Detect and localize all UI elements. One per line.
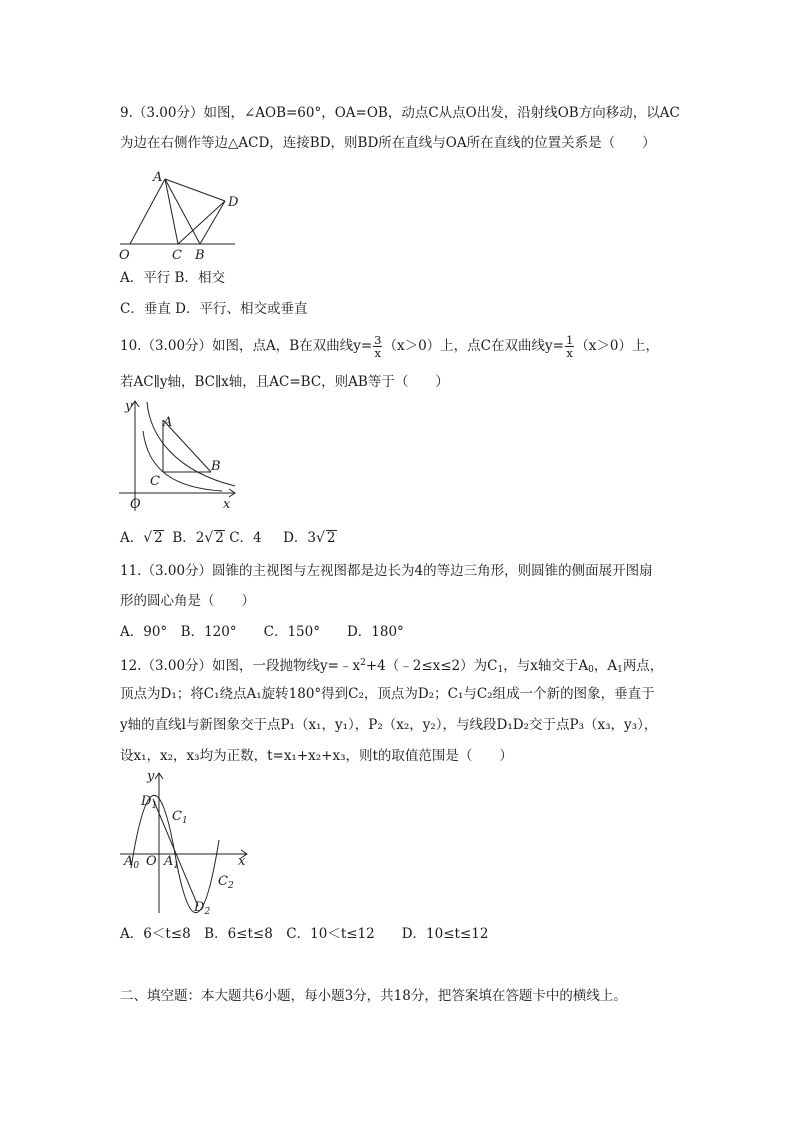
q9-label-a: A	[153, 170, 163, 185]
q11-stem-line1: 11.（3.00分）圆锥的主视图与左视图都是边长为4的等边三角形，则圆锥的侧面展开图扇	[120, 563, 653, 579]
q9-label-d: D	[228, 195, 239, 210]
q12-stem-pre: 12.（3.00分）如图，一段抛物线y=﹣x	[120, 658, 361, 674]
q9-label-o: O	[119, 248, 130, 263]
q9-label-b: B	[195, 248, 205, 263]
q12-stem-line2: 顶点为D₁；将C₁绕点A₁旋转180°得到C₂，顶点为D₂；C₁与C₂组成一个新的图象，垂直于	[120, 686, 655, 702]
q12-stem-end: 两点，	[622, 658, 664, 674]
q12-sub-a0: 0	[588, 665, 594, 675]
q12-figure	[115, 768, 255, 918]
q12-label-o: O	[146, 854, 157, 869]
sqrt-icon: √	[143, 530, 153, 546]
q12-stem-mid3: ，A	[593, 658, 618, 674]
q9-option-d: D．平行、相交或垂直	[175, 301, 308, 317]
q12-label-c1-sub: 1	[181, 816, 188, 826]
q10-option-c: C．4	[229, 530, 262, 546]
q12-stem-line1	[120, 653, 663, 680]
q10-option-a-radicand: 2	[154, 530, 163, 546]
q10-frac2-num: 1	[565, 333, 574, 347]
q10-label-o: O	[130, 497, 141, 512]
q10-label-a: A	[163, 415, 173, 430]
q12-label-d1-sub: 1	[151, 801, 158, 811]
q12-stem-mid: +4（﹣2≤x≤2）为C	[365, 658, 498, 674]
q12-options: A．6＜t≤8 B．6≤t≤8 C．10＜t≤12 D．10≤t≤12	[120, 926, 489, 942]
sqrt-icon: √	[316, 530, 325, 546]
q10-stem-mid: （x＞0）上，点C在双曲线y=	[383, 338, 564, 354]
q9-stem-line1: 9.（3.00分）如图，∠AOB=60°，OA=OB，动点C从点O出发，沿射线OB方向移动，以AC	[120, 105, 680, 121]
q12-stem-line3: y轴的直线l与新图象交于点P₁（x₁，y₁），P₂（x₂，y₂），与线段D₁D₂交于点P₃（x₃，y₃），	[120, 717, 658, 733]
sqrt-icon: √	[204, 530, 214, 546]
q12-sub-a1: 1	[617, 665, 623, 675]
q12-label-a1-letter: A	[164, 854, 174, 869]
q9-figure	[115, 165, 245, 265]
q10-stem-pre: 10.（3.00分）如图，点A，B在双曲线y=	[120, 338, 373, 354]
q10-fraction-3-over-x	[373, 334, 382, 359]
q12-label-d2	[193, 900, 210, 917]
q10-options	[120, 528, 337, 548]
q12-label-d2-letter: D	[194, 900, 205, 915]
q10-stem-line1	[120, 334, 659, 359]
q10-frac1-den: x	[374, 346, 382, 360]
q10-option-d-radicand: 2	[326, 530, 336, 546]
q10-label-x: x	[223, 497, 231, 512]
q10-option-a-prefix: A．	[120, 530, 144, 546]
q10-label-c: C	[150, 474, 160, 489]
q10-option-d-prefix: D．3	[283, 530, 316, 546]
q10-fraction-1-over-x	[565, 334, 574, 359]
q10-frac1-num: 3	[374, 333, 382, 347]
q12-stem-line4: 设x₁，x₂，x₃均为正数，t=x₁+x₂+x₃，则t的取值范围是（ ）	[120, 748, 513, 764]
q10-option-d	[283, 530, 336, 546]
q12-sup-2: 2	[360, 658, 366, 668]
q12-sub-c1: 1	[497, 665, 504, 675]
q12-label-d1	[140, 794, 157, 811]
q12-label-c1-letter: C	[172, 809, 182, 824]
q10-label-y: y	[125, 399, 133, 414]
q9-option-b: B．相交	[174, 270, 225, 286]
q12-label-y: y	[147, 769, 155, 784]
q10-label-b: B	[211, 459, 221, 474]
q9-options-row2	[120, 299, 307, 319]
q12-label-c2-sub: 2	[227, 881, 234, 891]
q12-label-a0	[123, 854, 139, 871]
q10-frac2-den: x	[566, 346, 573, 360]
q12-label-a0-letter: A	[124, 854, 134, 869]
q12-label-c2	[218, 874, 234, 891]
q9-options-row1	[120, 268, 225, 288]
q9-option-c: C．垂直	[120, 301, 171, 317]
q10-stem-line2: 若AC∥y轴，BC∥x轴，且AC=BC，则AB等于（ ）	[120, 374, 449, 390]
q10-option-b	[172, 530, 225, 546]
q12-label-x: x	[238, 854, 246, 869]
q10-stem-post: （x＞0）上，	[575, 338, 659, 354]
section-2-heading: 二、填空题：本大题共6小题，每小题3分，共18分，把答案填在答题卡中的横线上。	[120, 988, 627, 1004]
q10-option-b-prefix: B．2	[172, 530, 205, 546]
q12-label-c1	[172, 809, 188, 826]
q9-label-c: C	[172, 248, 182, 263]
q9-stem-line2: 为边在右侧作等边△ACD，连接BD，则BD所在直线与OA所在直线的位置关系是（ ）	[120, 135, 656, 151]
q10-option-b-radicand: 2	[215, 530, 224, 546]
q12-label-c2-letter: C	[218, 874, 228, 889]
q11-stem-line2: 形的圆心角是（ ）	[120, 593, 255, 609]
q10-figure	[115, 396, 245, 514]
q11-options: A．90° B．120° C．150° D．180°	[120, 624, 404, 640]
q12-label-d1-letter: D	[141, 794, 152, 809]
q12-stem-mid2: ，与x轴交于A	[503, 658, 589, 674]
q9-option-a: A．平行	[120, 270, 171, 286]
q10-option-a	[120, 530, 164, 546]
q12-label-a0-sub: 0	[133, 861, 140, 871]
q12-label-d2-sub: 2	[204, 907, 211, 917]
q12-label-a1-sub: 1	[173, 861, 180, 871]
